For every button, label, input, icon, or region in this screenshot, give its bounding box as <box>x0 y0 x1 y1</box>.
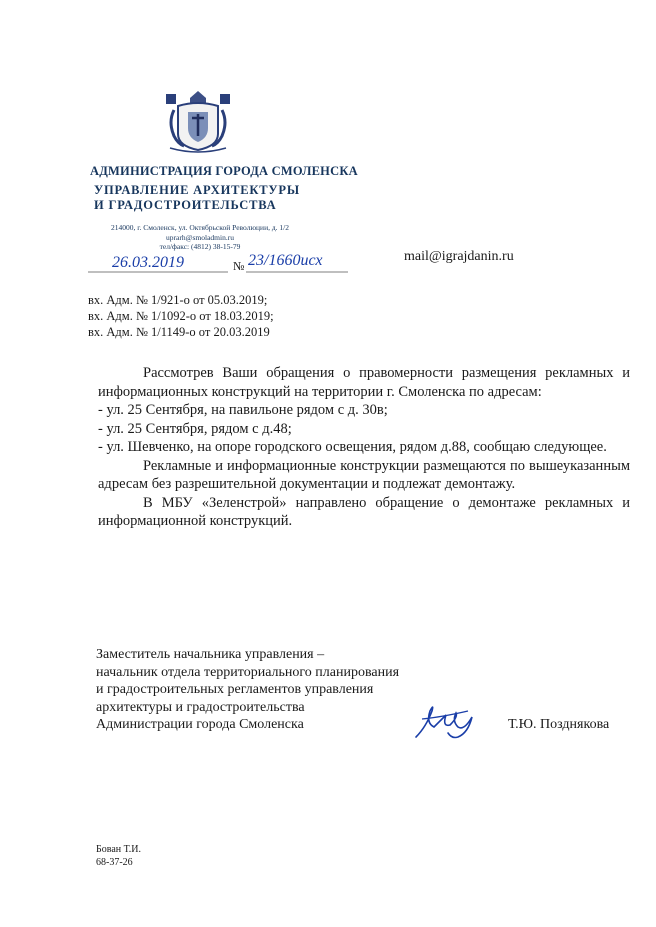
org-name: АДМИНИСТРАЦИЯ ГОРОДА СМОЛЕНСКА <box>90 164 358 178</box>
body-paragraph-3: В МБУ «Зеленстрой» направлено обращение о демонтаже рекламных и информационной конструкций. <box>98 494 630 529</box>
position-line: архитектуры и градостроительства <box>96 699 305 715</box>
position-line: и градостроительных регламентов управления <box>96 682 374 697</box>
registration-number: 23/1660исх <box>248 252 323 269</box>
recipient-email: mail@igrajdanin.ru <box>404 249 514 264</box>
signatory-position <box>96 646 399 734</box>
body-paragraph-1: Рассмотрев Ваши обращения о правомерности размещения рекламных и информационных конструкций на территории г. Смоленска по адресам: <box>98 365 630 400</box>
org-address: 214000, г. Смоленск, ул. Октябрьской Революции, д. 1/2 <box>111 223 289 232</box>
registration-number-label: № <box>233 259 245 273</box>
reference-line: вх. Адм. № 1/1149-о от 20.03.2019 <box>88 325 270 339</box>
body-paragraph-2: Рекламные и информационные конструкции размещаются по вышеуказанным адресам без разрешительной документации и подлежат демонтажу. <box>98 457 630 492</box>
department-line-2: И ГРАДОСТРОИТЕЛЬСТВА <box>94 198 277 212</box>
position-line: Заместитель начальника управления – <box>96 647 325 662</box>
org-phone: тел/факс: (4812) 38-15-79 <box>159 242 241 251</box>
registration-date: 26.03.2019 <box>112 254 184 271</box>
department-name <box>94 183 300 213</box>
address-item: - ул. Шевченко, на опоре городского освещения, рядом д.88, сообщаю следующее. <box>98 439 607 455</box>
executor-phone: 68-37-26 <box>96 857 133 868</box>
signatory-name: Т.Ю. Позднякова <box>508 717 610 732</box>
letter-body <box>98 364 630 531</box>
address-item: - ул. 25 Сентября, рядом с д.48; <box>98 420 292 437</box>
position-line: Администрации города Смоленска <box>96 717 304 732</box>
executor-name: Бован Т.И. <box>96 844 141 855</box>
address-item: - ул. 25 Сентября, на павильоне рядом с д. 30в; <box>98 402 388 418</box>
org-email: uprarh@smoladmin.ru <box>166 232 234 242</box>
reference-line: вх. Адм. № 1/1092-о от 18.03.2019; <box>88 309 274 323</box>
reference-line: вх. Адм. № 1/921-о от 05.03.2019; <box>88 293 268 307</box>
department-line-1: УПРАВЛЕНИЕ АРХИТЕКТУРЫ <box>94 183 300 197</box>
executor-info <box>96 843 141 869</box>
incoming-references <box>88 292 274 340</box>
handwritten-signature <box>412 697 488 741</box>
org-contacts <box>90 223 310 252</box>
smolensk-coat-of-arms-icon <box>160 88 236 156</box>
position-line: начальник отдела территориального планирования <box>96 664 400 680</box>
